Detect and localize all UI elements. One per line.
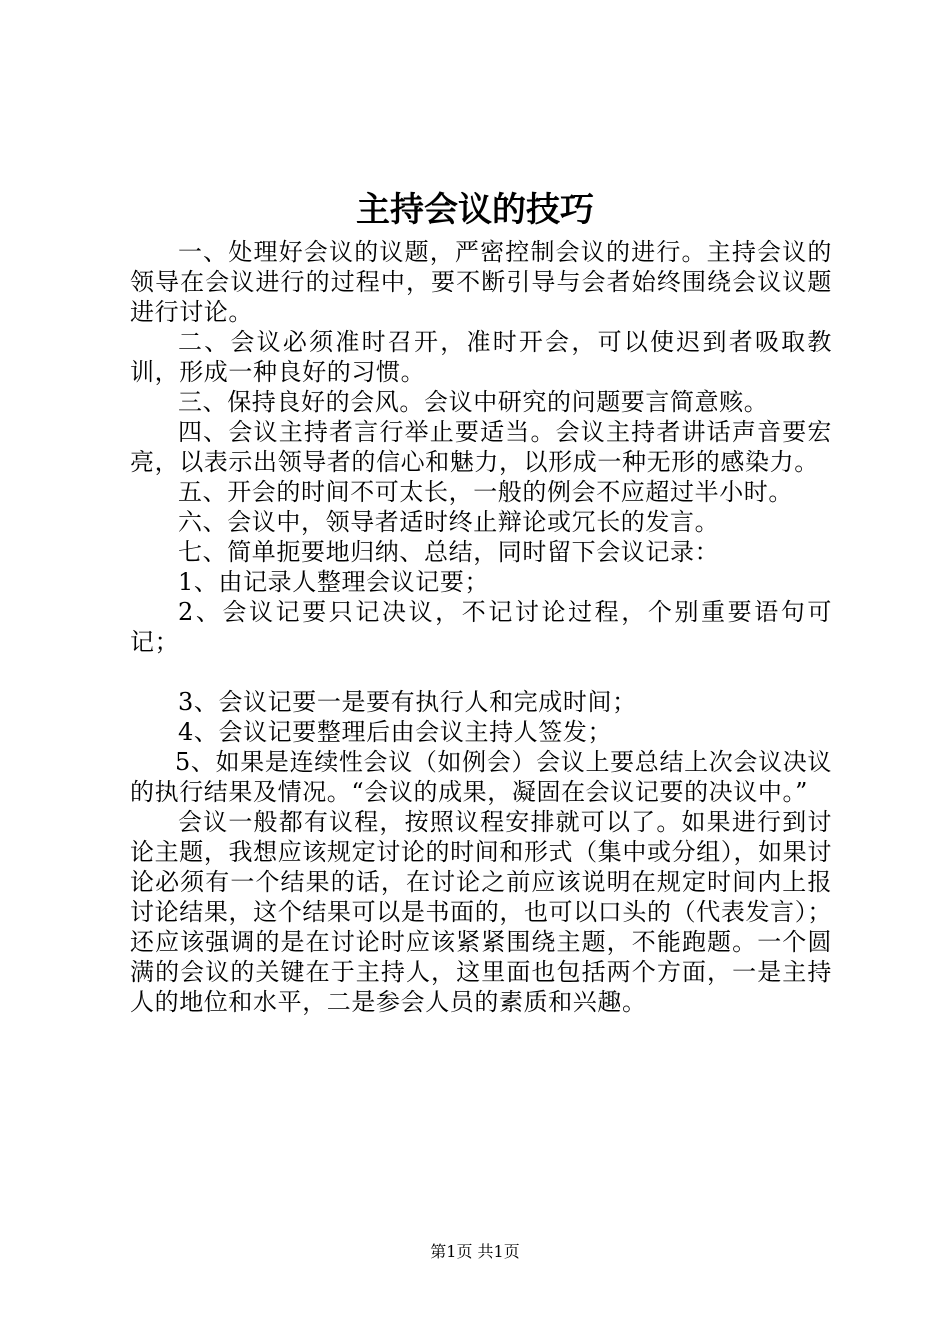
paragraph-4: 四、会议主持者言行举止要适当。会议主持者讲话声音要宏亮，以表示出领导者的信心和魅力，以形成一种无形的感染力。 — [130, 418, 832, 476]
paragraph-7: 七、简单扼要地归纳、总结，同时留下会议记录： — [178, 538, 720, 566]
page-footer: 第1页 共1页 — [430, 1242, 520, 1261]
blank-line — [130, 657, 832, 687]
paragraph-3: 三、保持良好的会风。会议中研究的问题要言简意赅。 — [178, 388, 769, 416]
list-item-4: 4、会议记要整理后由会议主持人签发； — [178, 718, 613, 746]
paragraph-summary: 会议一般都有议程，按照议程安排就可以了。如果进行到讨论主题，我想应该规定讨论的时间和形式（集中或分组），如果讨论必须有一个结果的话，在讨论之前应该说明在规定时间内上报讨论结果，这个结果可以是书面的，也可以口头的（代表发言）；还应该强调的是在讨论时应该紧紧围绕主题，不能跑题。一个圆满的会议的关键在于主持人，这里面也包括两个方面，一是主持人的地位和水平，二是参会人员的素质和兴趣。 — [130, 808, 832, 1016]
paragraph-2: 二、会议必须准时召开，准时开会，可以使迟到者吸取教训，形成一种良好的习惯。 — [130, 328, 832, 386]
paragraph-1: 一、处理好会议的议题，严密控制会议的进行。主持会议的领导在会议进行的过程中，要不断引导与会者始终围绕会议议题进行讨论。 — [130, 238, 832, 326]
list-item-3: 3、会议记要一是要有执行人和完成时间； — [178, 688, 637, 716]
paragraph-5: 五、开会的时间不可太长，一般的例会不应超过半小时。 — [178, 478, 793, 506]
list-item-5: 5、如果是连续性会议（如例会）会议上要总结上次会议决议的执行结果及情况。“会议的成果，凝固在会议记要的决议中。” — [130, 748, 832, 806]
document-title: 主持会议的技巧 — [356, 190, 594, 230]
document-body — [130, 237, 832, 1017]
list-item-1: 1、由记录人整理会议记要； — [178, 568, 490, 596]
list-item-2: 2、会议记要只记决议，不记讨论过程，个别重要语句可记； — [130, 598, 832, 656]
paragraph-6: 六、会议中，领导者适时终止辩论或冗长的发言。 — [178, 508, 720, 536]
